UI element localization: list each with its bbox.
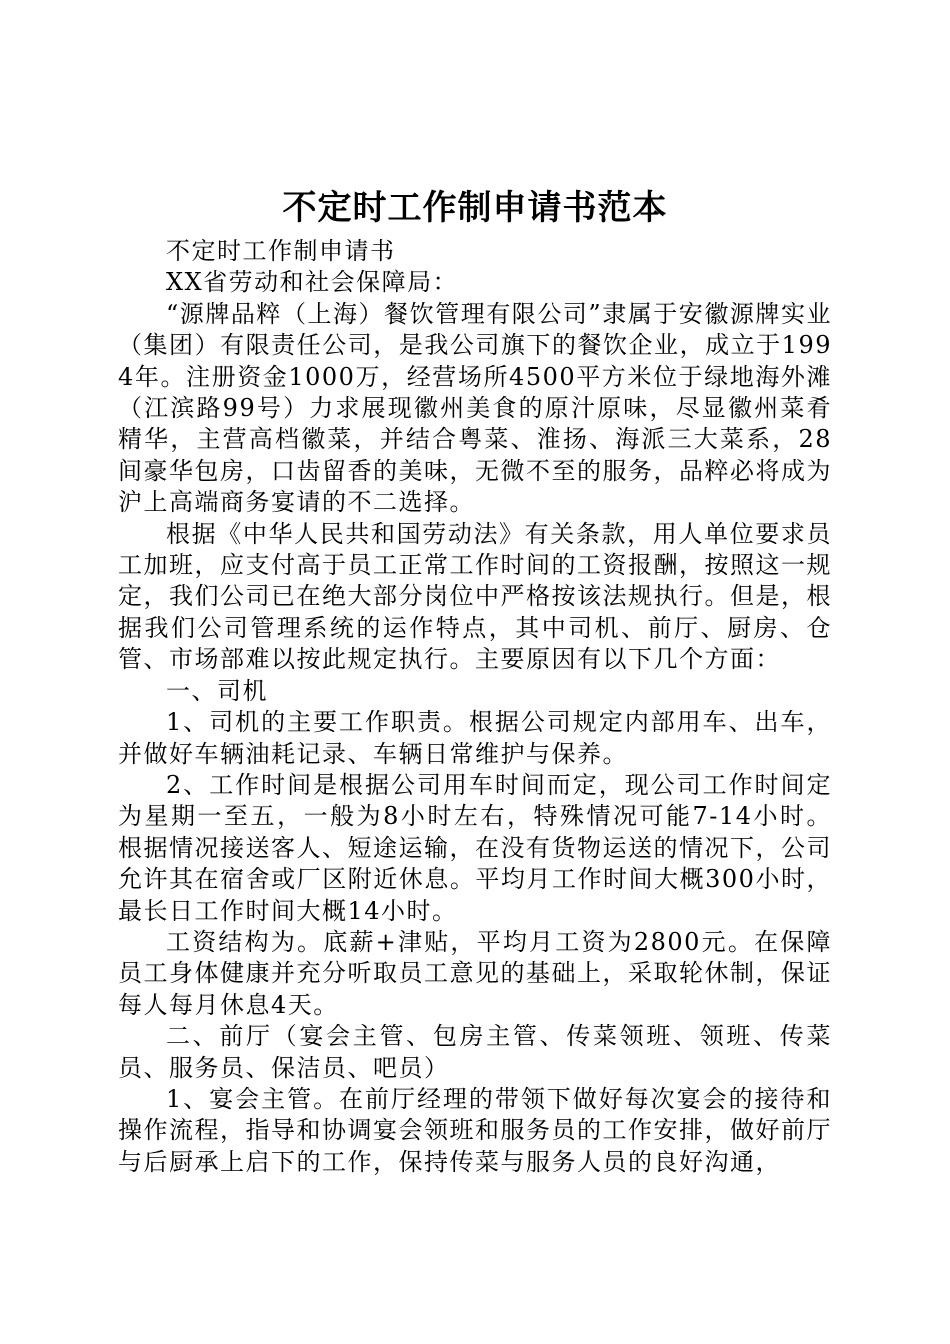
paragraph-driver-hours: 2、工作时间是根据公司用车时间而定，现公司工作时间定为星期一至五，一般为8小时左右，特殊情况可能7-14小时。根据情况接送客人、短途运输，在没有货物运送的情况下，公司允许其在宿舍或厂区附近休息。平均月工作时间大概300小时，最长日工作时间大概14小时。 <box>118 770 832 925</box>
document-title: 不定时工作制申请书范本 <box>282 188 668 228</box>
paragraph-heading: 不定时工作制申请书 <box>166 237 396 265</box>
section-heading-driver: 一、司机 <box>166 676 268 705</box>
paragraph-banquet-supervisor: 1、宴会主管。在前厅经理的带领下做好每次宴会的接待和操作流程，指导和协调宴会领班和服务员的工作安排，做好前厅与后厨承上启下的工作，保持传菜与服务人员的良好沟通， <box>118 1084 832 1176</box>
paragraph-labor-law: 根据《中华人民共和国劳动法》有关条款，用人单位要求员工加班，应支付高于员工正常工作时间的工资报酬，按照这一规定，我们公司已在绝大部分岗位中严格按该法规执行。但是，根据我们公司管理系统的运作特点，其中司机、前厅、厨房、仓管、市场部难以按此规定执行。主要原因有以下几个方面： <box>118 519 832 674</box>
section-heading-front-hall: 二、前厅（宴会主管、包房主管、传菜领班、领班、传菜员、服务员、保洁员、吧员） <box>118 1022 832 1082</box>
paragraph-driver-salary: 工资结构为。底薪+津贴，平均月工资为2800元。在保障员工身体健康并充分听取员工意见的基础上，采取轮休制，保证每人每月休息4天。 <box>118 927 832 1019</box>
paragraph-addressee: XX省劳动和社会保障局： <box>166 268 459 297</box>
document-page <box>118 180 832 1178</box>
paragraph-driver-duties: 1、司机的主要工作职责。根据公司规定内部用车、出车，并做好车辆油耗记录、车辆日常维护与保养。 <box>118 708 832 768</box>
paragraph-company-intro: “源牌品粹（上海）餐饮管理有限公司”隶属于安徽源牌实业（集团）有限责任公司，是我公司旗下的餐饮企业，成立于1994年。注册资金1000万，经营场所4500平方米位于绿地海外滩（江滨路99号）力求展现徽州美食的原汁原味，尽显徽州菜肴精华，主营高档徽菜，并结合粤菜、淮扬、海派三大菜系，28间豪华包房，口齿留香的美味，无微不至的服务，品粹必将成为沪上高端商务宴请的不二选择。 <box>118 299 832 517</box>
